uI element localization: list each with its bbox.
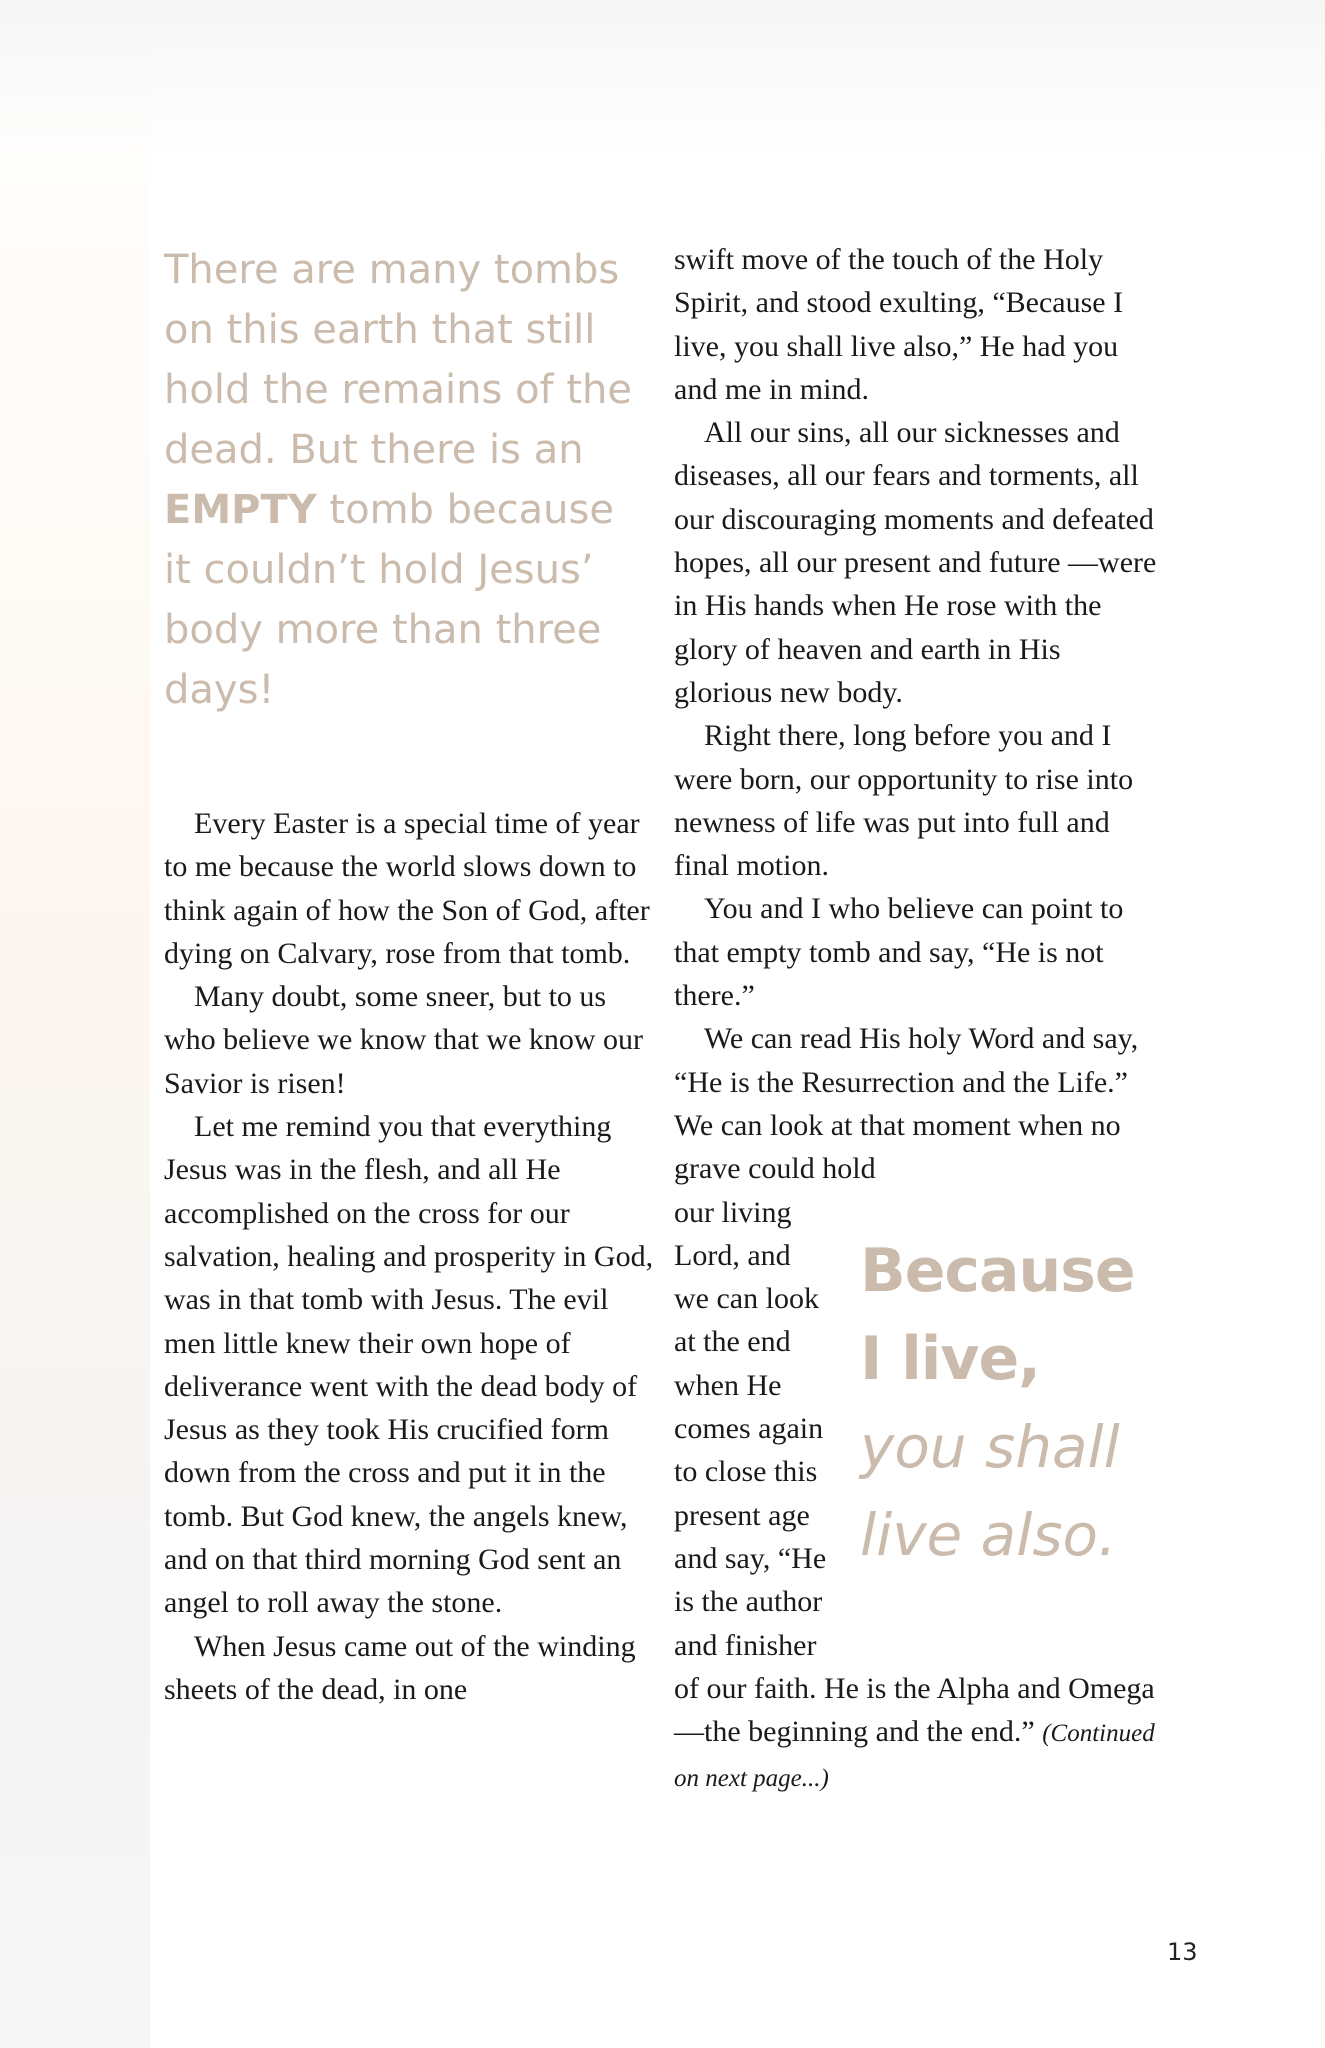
pull-quote-top bbox=[164, 240, 634, 720]
pull-quote-text-end: tomb because it couldn’t hold Jesus’ body more than three days! bbox=[164, 487, 614, 713]
wrap-line: is the author bbox=[674, 1585, 823, 1619]
body-paragraph: Right there, long before you and I were born, our opportunity to rise into newness of life was put into full and final motion. bbox=[674, 719, 1134, 883]
body-paragraph-closing bbox=[674, 1667, 1164, 1801]
body-paragraph: Let me remind you that everything Jesus was in the flesh, and all He accomplished on the cross for our salvation, healing and prosperity in God, was in that tomb with Jesus. The evil men little knew their own hope of deliverance went with the dead body of Jesus as they took His crucified form down from the cross and put it in the tomb. But God knew, the angels knew, and on that third morning God sent an angel to roll away the stone. bbox=[164, 1110, 654, 1620]
wrap-line: and say, “He bbox=[674, 1541, 827, 1575]
wrap-line: when He bbox=[674, 1368, 782, 1402]
side-quote-bold-line: Because bbox=[860, 1235, 1135, 1306]
pull-quote-text: There are many tombs on this earth that still hold the remains of the dead. But there is an bbox=[164, 247, 632, 473]
body-paragraph: You and I who believe can point to that empty tomb and say, “He is not there.” bbox=[674, 892, 1124, 1013]
side-quote-italic-line: live also. bbox=[860, 1500, 1117, 1569]
left-column bbox=[164, 802, 654, 1711]
wrap-line: comes again bbox=[674, 1412, 824, 1446]
side-pull-quote bbox=[842, 1191, 1135, 1667]
pull-quote-emphasis: EMPTY bbox=[164, 487, 317, 533]
body-paragraph: Many doubt, some sneer, but to us who believe we know that we know our Savior is risen! bbox=[164, 980, 644, 1100]
body-paragraph: We can read His holy Word and say, “He is the Resurrection and the Life.” We can look at that moment when no grave could hold bbox=[674, 1022, 1139, 1186]
body-paragraph-continued: swift move of the touch of the Holy Spirit, and stood exulting, “Because I live, you shall live also,” He had you and me in mind. bbox=[674, 243, 1124, 406]
text-wrap-block bbox=[674, 1191, 1164, 1667]
wrapped-text bbox=[674, 1191, 842, 1667]
wrap-line: our living bbox=[674, 1195, 792, 1229]
wrap-line: to close this bbox=[674, 1455, 818, 1489]
wrap-line: at the end bbox=[674, 1325, 791, 1359]
wrap-line: present age bbox=[674, 1498, 810, 1532]
side-quote-bold-line: I live, bbox=[860, 1323, 1040, 1394]
closing-text: of our faith. He is the Alpha and Omega—the beginning and the end.” bbox=[674, 1671, 1155, 1749]
body-paragraph: When Jesus came out of the winding sheets of the dead, in one bbox=[164, 1629, 636, 1706]
body-paragraph: All our sins, all our sicknesses and diseases, all our fears and torments, all our discouraging moments and defeated hopes, all our present and future —were in His hands when He rose with the glory of heaven and earth in His glorious new body. bbox=[674, 416, 1157, 709]
wrap-line: we can look bbox=[674, 1282, 819, 1316]
right-column bbox=[674, 238, 1164, 1801]
side-quote-italic-line: you shall bbox=[860, 1412, 1120, 1481]
left-margin-shade bbox=[0, 0, 150, 2048]
page-number: 13 bbox=[1167, 1938, 1198, 1966]
body-paragraph: Every Easter is a special time of year to me because the world slows down to think again of how the Son of God, after dying on Calvary, rose from that tomb. bbox=[164, 807, 650, 970]
wrap-line: and finisher bbox=[674, 1628, 817, 1662]
top-shade bbox=[0, 0, 1325, 160]
continued-note: (Continued on next page...) bbox=[674, 1720, 1155, 1793]
wrap-line: Lord, and bbox=[674, 1238, 791, 1272]
